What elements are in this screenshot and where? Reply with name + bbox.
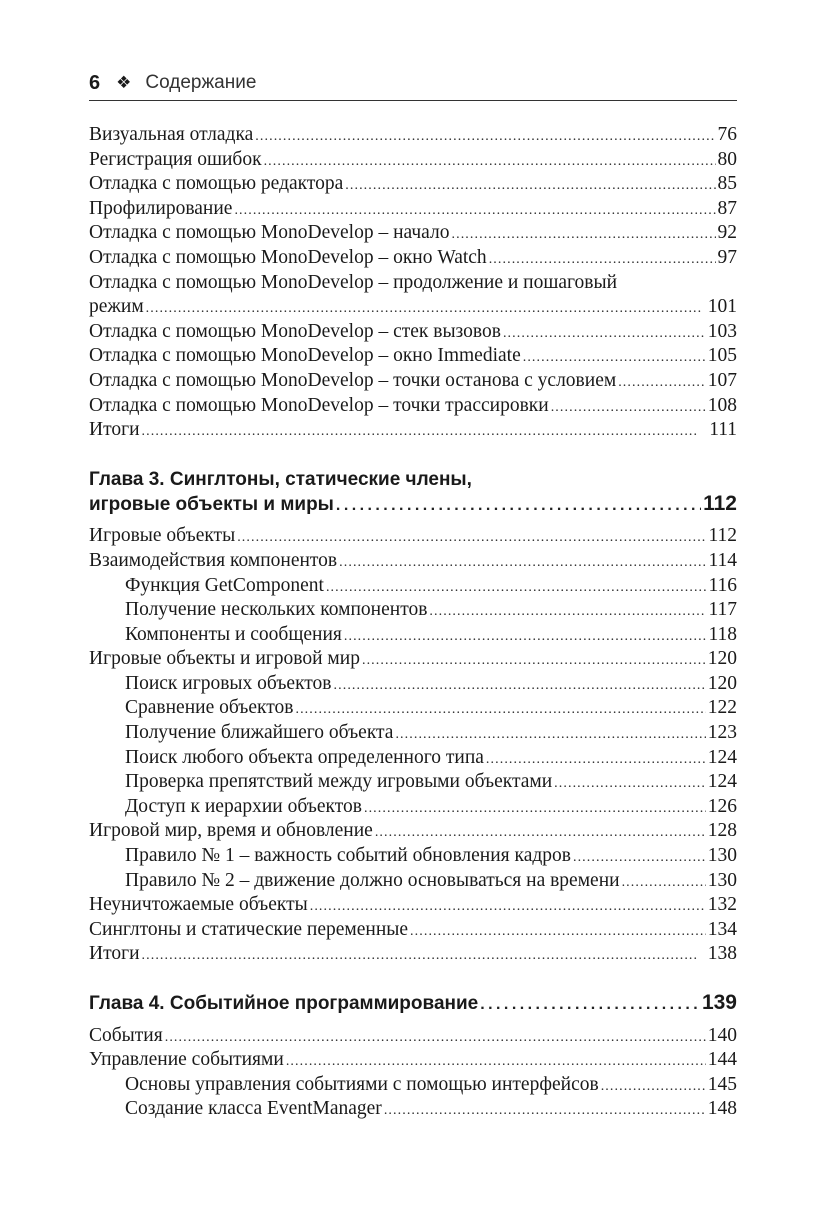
toc-entry-title: Создание класса EventManager: [125, 1098, 382, 1120]
toc-subentry: [89, 623, 737, 648]
toc-entry-title: Правило № 2 – движение должно основываться на времени: [125, 869, 620, 891]
toc-entry-page: 138: [707, 943, 737, 965]
toc-subentry: [89, 746, 737, 771]
toc-entry-title: Функция GetComponent: [125, 574, 324, 596]
toc-entry-page: 134: [707, 918, 737, 940]
toc-entry-page: 116: [708, 574, 737, 596]
toc-entry-page: 112: [708, 525, 737, 547]
toc-entry-page: 124: [707, 746, 737, 768]
toc-entry: [89, 1048, 737, 1073]
toc-subentry: [89, 869, 737, 894]
toc-entry-title: Компоненты и сообщения: [125, 623, 342, 645]
toc-entry-title: Управление событиями: [89, 1049, 284, 1071]
toc-entry-title: Итоги: [89, 419, 140, 441]
toc-entry-page: 103: [707, 320, 737, 342]
chapter-title-line1: Глава 3. Синглтоны, статические члены,: [89, 468, 472, 490]
toc-subentry: [89, 795, 737, 820]
toc-entry-title: Регистрация ошибок: [89, 148, 262, 170]
toc-entry-title: Игровые объекты и игровой мир: [89, 648, 360, 670]
toc-entry-page: 130: [707, 869, 737, 891]
toc-entry-page: 148: [707, 1098, 737, 1120]
chapter-title-line: [89, 991, 737, 1016]
toc-entry-page: 107: [707, 369, 737, 391]
toc-entry: [89, 918, 737, 943]
toc-entry: [89, 394, 737, 419]
toc-entry-title: Проверка препятствий между игровыми объектами: [125, 771, 553, 793]
toc-entry: [89, 819, 737, 844]
chapter-title-line2: [89, 492, 737, 517]
toc-entry-page: 123: [707, 722, 737, 744]
toc-entry-page: 118: [708, 623, 737, 645]
toc-entry-page: 120: [707, 672, 737, 694]
toc-entry: [89, 524, 737, 549]
toc-entry-title: Основы управления событиями с помощью интерфейсов: [125, 1073, 599, 1095]
toc-subentry: [89, 574, 737, 599]
toc-entry-page: 132: [707, 894, 737, 916]
toc-subentry: [89, 696, 737, 721]
toc-subentry: [89, 844, 737, 869]
toc-entry-title: Итоги: [89, 943, 140, 965]
toc-subentry: [89, 1097, 737, 1122]
toc-subentry: [89, 1073, 737, 1098]
toc-entry-page: 122: [707, 697, 737, 719]
toc-entry-page: 97: [717, 246, 737, 268]
chapter-heading: [89, 467, 737, 517]
toc-entry-title-continued: режим: [89, 296, 144, 318]
toc-entry: [89, 1024, 737, 1049]
toc-subentry: [89, 721, 737, 746]
toc-entry: [89, 942, 737, 967]
toc-entry: [89, 320, 737, 345]
running-header: [89, 66, 737, 101]
toc-entry-title: Отладка с помощью редактора: [89, 173, 344, 195]
toc-entry: [89, 369, 737, 394]
toc-entry-page: 130: [707, 845, 737, 867]
toc-entry-page: 105: [707, 345, 737, 367]
toc-entry: [89, 647, 737, 672]
toc-entry: [89, 123, 737, 148]
running-title: Содержание: [145, 72, 257, 93]
toc-entry-title: Сравнение объектов: [125, 697, 294, 719]
toc-entry-title: Доступ к иерархии объектов: [125, 795, 362, 817]
toc-entry-title: Отладка с помощью MonoDevelop – точки трассировки: [89, 394, 549, 416]
toc-entry-title: Отладка с помощью MonoDevelop – окно Immediate: [89, 345, 521, 367]
toc-entry-page: 126: [707, 795, 737, 817]
toc-entry: [89, 148, 737, 173]
toc-entry-page: 140: [707, 1024, 737, 1046]
toc-entry-page: 120: [707, 648, 737, 670]
toc-entry-page: 87: [717, 197, 737, 219]
toc-entry-title: Поиск игровых объектов: [125, 672, 332, 694]
toc-entry-page: 114: [708, 549, 737, 571]
toc-entry-title: Взаимодействия компонентов: [89, 549, 338, 571]
toc-entry-title: Отладка с помощью MonoDevelop – стек вызовов: [89, 320, 501, 342]
toc-entry-page: 80: [717, 148, 737, 170]
toc-entry-page: 128: [707, 820, 737, 842]
toc-entry-title: Визуальная отладка: [89, 124, 254, 145]
toc-entry-wrapped-line2: [89, 295, 737, 320]
toc-entry-title: Получение нескольких компонентов: [125, 599, 428, 621]
chapter-page: 112: [703, 491, 737, 515]
toc-entry-wrapped-line1: [89, 271, 737, 296]
toc-entry: [89, 221, 737, 246]
toc-page: [89, 0, 737, 1211]
ornament-icon: ❖: [116, 73, 132, 92]
toc-entry-title: События: [89, 1024, 163, 1046]
toc-entry: [89, 549, 737, 574]
toc-entry-title: Отладка с помощью MonoDevelop – точки останова с условием: [89, 369, 617, 391]
toc-entry-page: 111: [709, 419, 737, 441]
chapter-heading: [89, 991, 737, 1016]
toc-entry-page: 92: [717, 222, 737, 244]
chapter-page: 139: [701, 991, 737, 1014]
toc-entry-title: Игровые объекты: [89, 525, 236, 547]
toc-entry-title: Синглтоны и статические переменные: [89, 918, 409, 940]
toc-entry: [89, 344, 737, 369]
toc-entry-title: Получение ближайшего объекта: [125, 722, 394, 744]
toc-entry-page: 108: [707, 394, 737, 416]
toc-subentry: [89, 672, 737, 697]
toc-entry: [89, 197, 737, 222]
toc-entries: [89, 123, 737, 1122]
toc-entry-title: Поиск любого объекта определенного типа: [125, 746, 484, 768]
toc-entry: [89, 893, 737, 918]
toc-entry-title: Правило № 1 – важность событий обновления кадров: [125, 845, 571, 867]
toc-entry-title: Неуничтожаемые объекты: [89, 894, 308, 916]
toc-entry-title: Отладка с помощью MonoDevelop – окно Watch: [89, 246, 487, 268]
toc-subentry: [89, 598, 737, 623]
toc-entry: [89, 246, 737, 271]
toc-entry-page: 85: [717, 173, 737, 195]
toc-entry-title: Игровой мир, время и обновление: [89, 820, 373, 842]
toc-entry-page: 145: [707, 1073, 737, 1095]
toc-entry-title: Профилирование: [89, 197, 233, 219]
toc-entry-page: 124: [707, 771, 737, 793]
toc-entry-page: 144: [707, 1049, 737, 1071]
toc-entry-title: Отладка с помощью MonoDevelop – начало: [89, 222, 450, 244]
page-number: 6: [89, 71, 101, 94]
toc-entry: [89, 172, 737, 197]
toc-entry-page: 101: [707, 296, 737, 318]
toc-subentry: [89, 770, 737, 795]
toc-entry: [89, 418, 737, 443]
chapter-title: игровые объекты и миры: [89, 493, 334, 515]
toc-entry-page: 76: [717, 124, 737, 145]
toc-entry-title: Отладка с помощью MonoDevelop – продолжение и пошаговый: [89, 271, 618, 293]
chapter-title: Глава 4. Событийное программирование: [89, 993, 479, 1014]
toc-entry-page: 117: [708, 599, 737, 621]
